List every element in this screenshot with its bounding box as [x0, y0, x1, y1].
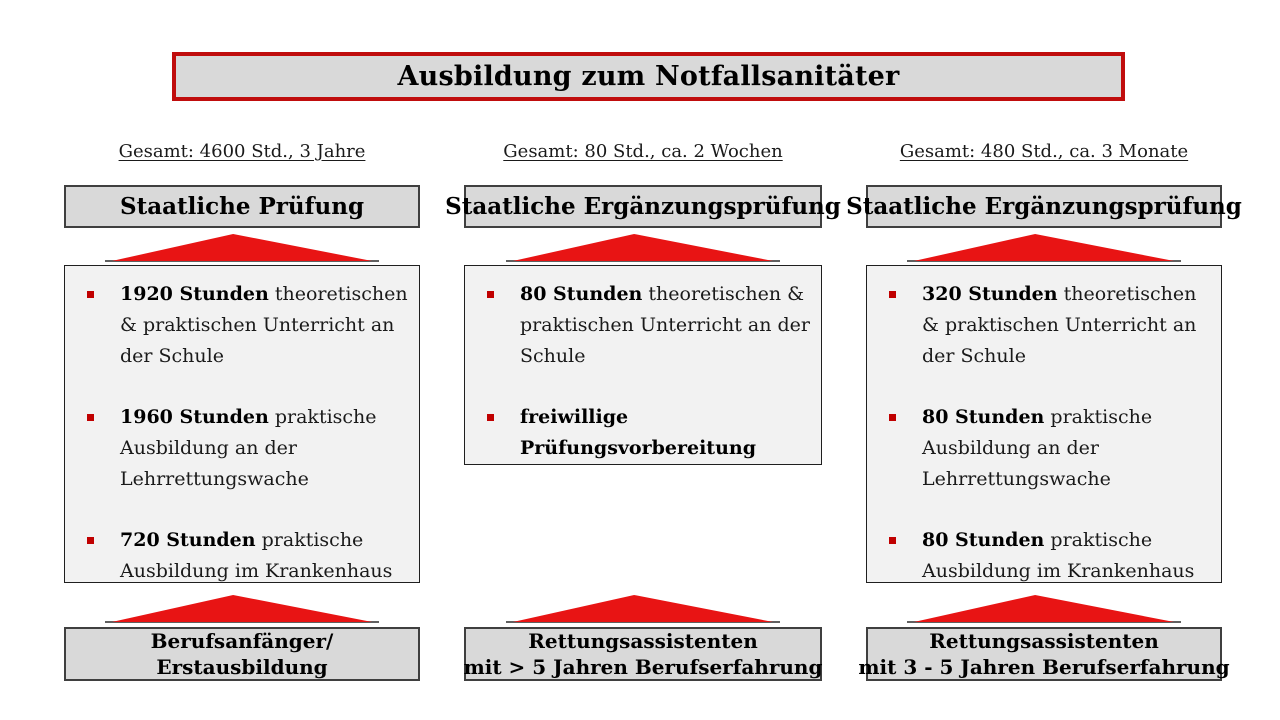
- audience-line: Rettungsassistenten: [929, 629, 1159, 653]
- list-item-text: 1960 Stunden praktische Ausbildung an der Lehrrettungswache: [120, 406, 377, 490]
- list-item: [887, 525, 1213, 587]
- column2-audience-box: [464, 627, 822, 681]
- audience-line: Erstausbildung: [156, 655, 328, 679]
- list-item: [485, 402, 813, 464]
- title-box: [172, 52, 1125, 101]
- column3-lower-arrow-up-icon: [906, 594, 1182, 624]
- bullet-square-icon: [87, 414, 94, 421]
- column3-content-box: [866, 265, 1222, 583]
- list-item-text: 80 Stunden praktische Ausbildung im Krankenhaus: [922, 529, 1195, 582]
- list-item-text: 720 Stunden praktische Ausbildung im Krankenhaus: [120, 529, 393, 582]
- list-item-text: 1920 Stunden theoretischen & praktischen Unterricht an der Schule: [120, 283, 408, 367]
- column1-total-label: Gesamt: 4600 Std., 3 Jahre: [118, 141, 366, 162]
- bullet-square-icon: [487, 291, 494, 298]
- column2-exam-box: [445, 185, 841, 228]
- column1-exam-box: [64, 185, 420, 228]
- page-title: Ausbildung zum Notfallsanitäter: [397, 61, 900, 92]
- column1-exam-label: Staatliche Prüfung: [119, 193, 365, 220]
- column2-content-box: [464, 265, 822, 465]
- column1-upper-arrow-up-icon: [104, 233, 380, 263]
- column3-audience-box: [858, 627, 1230, 681]
- column3-total-label: Gesamt: 480 Std., ca. 3 Monate: [899, 141, 1189, 162]
- bullet-square-icon: [889, 291, 896, 298]
- list-item: [485, 279, 813, 372]
- list-item: [85, 279, 411, 372]
- column2-upper-arrow-up-icon: [505, 233, 781, 263]
- list-item-text: freiwillige Prüfungsvorbereitung: [520, 406, 756, 459]
- bullet-square-icon: [87, 537, 94, 544]
- list-item-text: 80 Stunden praktische Ausbildung an der Lehrrettungswache: [922, 406, 1153, 490]
- column1-lower-arrow-up-icon: [104, 594, 380, 624]
- list-item: [85, 525, 411, 587]
- column3-exam-label: Staatliche Ergänzungsprüfung: [846, 193, 1242, 220]
- audience-line: Berufsanfänger/: [150, 629, 334, 653]
- column1-audience-box: [64, 627, 420, 681]
- column2-lower-arrow-up-icon: [505, 594, 781, 624]
- column2-exam-label: Staatliche Ergänzungsprüfung: [445, 193, 841, 220]
- list-item-text: 80 Stunden theoretischen & praktischen Unterricht an der Schule: [520, 283, 810, 367]
- column3-exam-box: [846, 185, 1242, 228]
- list-item: [85, 402, 411, 495]
- bullet-square-icon: [487, 414, 494, 421]
- list-item: [887, 279, 1213, 372]
- bullet-square-icon: [889, 537, 896, 544]
- column1-content-box: [64, 265, 420, 583]
- column3-upper-arrow-up-icon: [906, 233, 1182, 263]
- bullet-square-icon: [87, 291, 94, 298]
- audience-line: Rettungsassistenten: [528, 629, 758, 653]
- audience-line: mit > 5 Jahren Berufserfahrung: [463, 655, 823, 679]
- list-item: [887, 402, 1213, 495]
- list-item-text: 320 Stunden theoretischen & praktischen Unterricht an der Schule: [922, 283, 1197, 367]
- column2-total-label: Gesamt: 80 Std., ca. 2 Wochen: [503, 141, 783, 162]
- bullet-square-icon: [889, 414, 896, 421]
- audience-line: mit 3 - 5 Jahren Berufserfahrung: [858, 655, 1230, 679]
